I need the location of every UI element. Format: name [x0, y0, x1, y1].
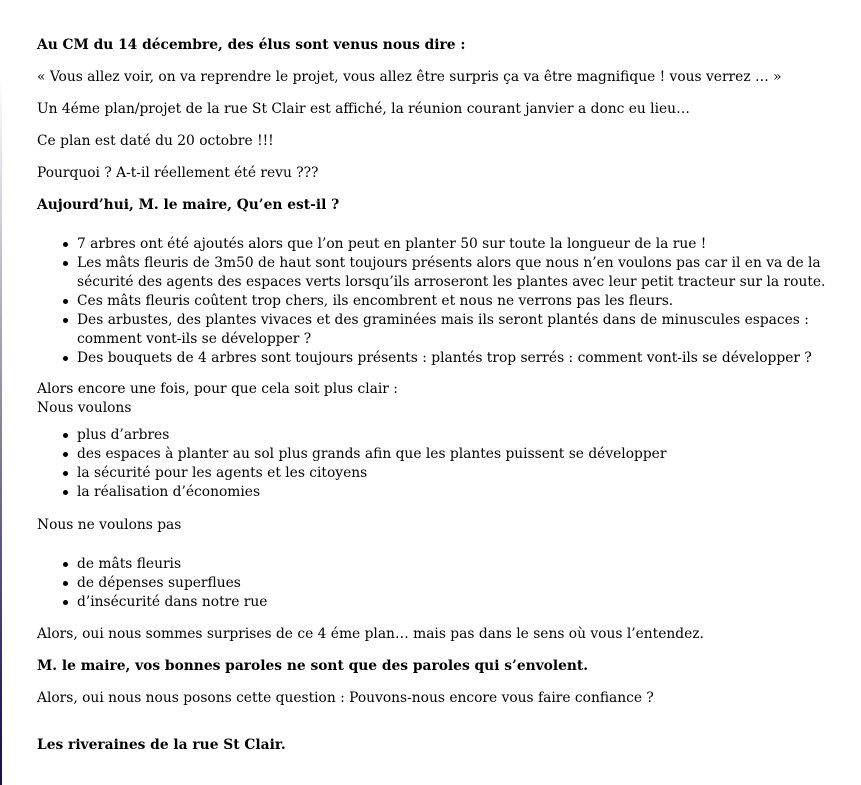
trust-question: Alors, oui nous nous posons cette question : Pouvons-nous encore vous faire confiance ? — [37, 690, 654, 706]
bullet-icon — [63, 242, 68, 247]
bullet-icon — [63, 433, 68, 438]
signature: Les riveraines de la rue St Clair. — [37, 737, 286, 753]
bullet-icon — [63, 490, 68, 495]
question-maire: Aujourd’hui, M. le maire, Qu’en est-il ? — [37, 197, 340, 213]
list-item: Des arbustes, des plantes vivaces et des graminées mais ils seront plantés dans de minuscules espaces : comment vont-ils se développer ? — [77, 311, 827, 349]
bullet-icon — [63, 600, 68, 605]
heading-cm: Au CM du 14 décembre, des élus sont venus nous dire : — [37, 37, 466, 53]
we-dont-want-label: Nous ne voulons pas — [37, 517, 182, 533]
list-item: Les mâts fleuris de 3m50 de haut sont toujours présents alors que nous n’en voulons pas car il en va de la sécurité des agents des espaces verts lorsqu’ils arroseront les plantes avec leur petit tracteur sur la route. — [77, 254, 827, 292]
bullet-icon — [63, 318, 68, 323]
we-want-label: Nous voulons — [37, 400, 132, 416]
surprise: Alors, oui nous sommes surprises de ce 4 éme plan… mais pas dans le sens où vous l’entendez. — [37, 626, 704, 642]
window-edge — [0, 0, 2, 785]
list-item: Des bouquets de 4 arbres sont toujours présents : plantés trop serrés : comment vont-ils se développer ? — [77, 349, 827, 368]
list-item: de dépenses superflues — [77, 574, 827, 593]
document-body — [37, 36, 827, 755]
we-want-list — [37, 426, 827, 502]
bullet-icon — [63, 261, 68, 266]
bullet-icon — [63, 299, 68, 304]
issues-list — [37, 235, 827, 368]
list-item: d’insécurité dans notre rue — [77, 593, 827, 612]
bullet-icon — [63, 581, 68, 586]
bullet-icon — [63, 471, 68, 476]
we-dont-want-list — [37, 555, 827, 612]
list-item: plus d’arbres — [77, 426, 827, 445]
question-revu: Pourquoi ? A-t-il réellement été revu ??? — [37, 165, 319, 181]
list-item: des espaces à planter au sol plus grands afin que les plantes puissent se développer — [77, 445, 827, 464]
bullet-icon — [63, 562, 68, 567]
bullet-icon — [63, 452, 68, 457]
list-item: la sécurité pour les agents et les citoyens — [77, 464, 827, 483]
bullet-icon — [63, 356, 68, 361]
plan-info: Un 4éme plan/projet de la rue St Clair est affiché, la réunion courant janvier a donc eu lieu… — [37, 101, 690, 117]
list-item: de mâts fleuris — [77, 555, 827, 574]
list-item: Ces mâts fleuris coûtent trop chers, ils encombrent et nous ne verrons pas les fleurs. — [77, 292, 827, 311]
list-item: 7 arbres ont été ajoutés alors que l’on peut en planter 50 sur toute la longueur de la rue ! — [77, 235, 827, 254]
quote: « Vous allez voir, on va reprendre le projet, vous allez être surpris ça va être magnifique ! vous verrez … » — [37, 69, 782, 85]
list-item: la réalisation d’économies — [77, 483, 827, 502]
intro-again: Alors encore une fois, pour que cela soit plus clair : — [37, 381, 398, 397]
maire-words: M. le maire, vos bonnes paroles ne sont que des paroles qui s’envolent. — [37, 658, 589, 674]
plan-date: Ce plan est daté du 20 octobre !!! — [37, 133, 274, 149]
